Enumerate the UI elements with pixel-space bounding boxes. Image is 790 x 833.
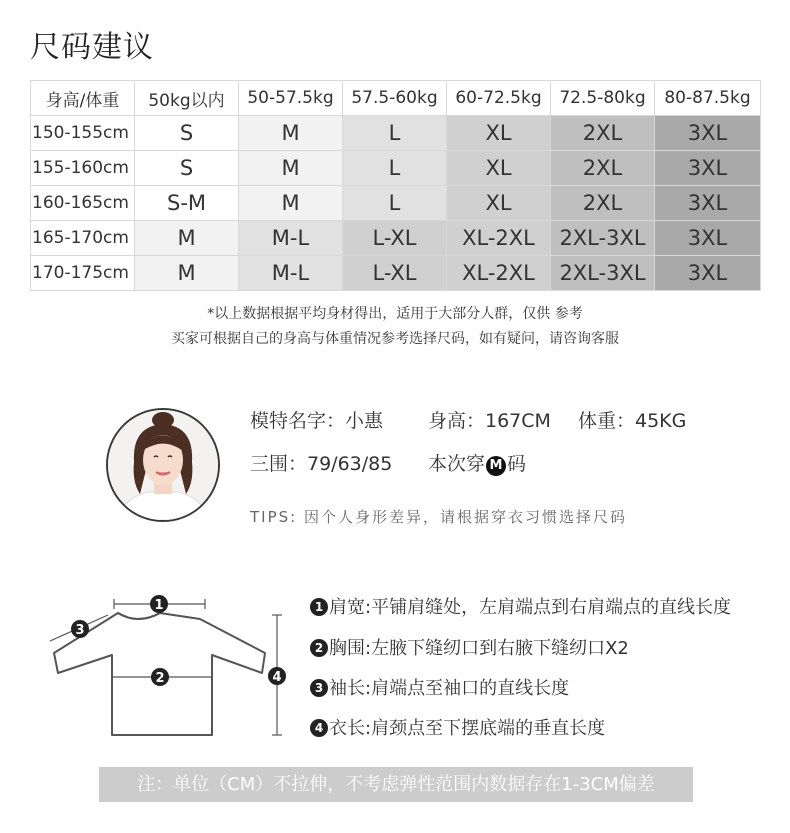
row-height-label: 170-175cm [31, 256, 135, 291]
measurement-number: 4 [310, 719, 328, 737]
size-cell: XL [447, 116, 551, 151]
size-cell: M [135, 221, 239, 256]
column-header: 80-87.5kg [655, 81, 761, 116]
size-cell: XL [447, 151, 551, 186]
table-row [31, 221, 761, 256]
wearing-prefix: 本次穿 [428, 453, 486, 475]
size-cell: S-M [135, 186, 239, 221]
measurement-text: 胸围:左腋下缝纫口到右腋下缝纫口X2 [329, 638, 629, 659]
table-header-row [31, 81, 761, 116]
wearing-suffix: 码 [507, 453, 527, 475]
measurement-item [310, 714, 605, 740]
disclaimer-line-2: 买家可根据自己的身高与体重情况参考选择尺码，如有疑问，请咨询客服 [171, 331, 619, 347]
measurement-text: 袖长:肩端点至袖口的直线长度 [329, 678, 570, 699]
column-header: 50kg以内 [135, 81, 239, 116]
size-cell: L-XL [343, 256, 447, 291]
column-header: 72.5-80kg [551, 81, 655, 116]
diagram-label-3: 3 [75, 623, 85, 638]
measurement-number: 3 [310, 679, 328, 697]
column-header: 57.5-60kg [343, 81, 447, 116]
model-name: 模特名字：小惠 [250, 410, 384, 432]
measurement-number: 1 [310, 598, 328, 616]
row-height-label: 160-165cm [31, 186, 135, 221]
size-cell: 2XL-3XL [551, 221, 655, 256]
size-cell: L [343, 116, 447, 151]
model-portrait-illustration [108, 410, 218, 520]
measurement-item [310, 634, 629, 660]
row-height-label: 165-170cm [31, 221, 135, 256]
size-cell: 3XL [655, 256, 761, 291]
measurement-item [310, 674, 569, 700]
size-cell: S [135, 151, 239, 186]
row-height-label: 150-155cm [31, 116, 135, 151]
model-measurements: 三围：79/63/85 [250, 453, 393, 475]
tips-text: TIPS: 因个人身形差异，请根据穿衣习惯选择尺码 [250, 508, 627, 526]
tshirt-diagram-icon [40, 585, 300, 745]
size-cell: M-L [239, 256, 343, 291]
row-height-label: 155-160cm [31, 151, 135, 186]
size-cell: 3XL [655, 116, 761, 151]
diagram-label-2: 2 [155, 671, 165, 686]
disclaimer-line-1: *以上数据根据平均身材得出，适用于大部分人群，仅供 参考 [207, 306, 583, 322]
size-cell: 2XL [551, 116, 655, 151]
measurement-text: 衣长:肩颈点至下摆底端的垂直长度 [329, 718, 606, 739]
size-cell: L [343, 186, 447, 221]
size-cell: M [239, 186, 343, 221]
size-cell: L-XL [343, 221, 447, 256]
measurement-number: 2 [310, 639, 328, 657]
column-header: 60-72.5kg [447, 81, 551, 116]
diagram-label-1: 1 [154, 598, 164, 613]
measurement-item [310, 593, 731, 619]
size-cell: 3XL [655, 221, 761, 256]
diagram-label-4: 4 [272, 670, 282, 685]
table-row [31, 256, 761, 291]
size-cell: L [343, 151, 447, 186]
size-cell: M [239, 151, 343, 186]
column-header: 身高/体重 [31, 81, 135, 116]
size-cell: XL [447, 186, 551, 221]
table-row [31, 186, 761, 221]
size-cell: S [135, 116, 239, 151]
model-avatar [106, 408, 220, 522]
measurement-text: 肩宽:平铺肩缝处，左肩端点到右肩端点的直线长度 [329, 597, 732, 618]
column-header: 50-57.5kg [239, 81, 343, 116]
size-cell: 3XL [655, 151, 761, 186]
size-cell: M-L [239, 221, 343, 256]
size-cell: 2XL [551, 151, 655, 186]
size-cell: M [239, 116, 343, 151]
footer-note: 注：单位（CM）不拉伸，不考虑弹性范围内数据存在1-3CM偏差 [99, 767, 693, 802]
size-cell: 2XL [551, 186, 655, 221]
size-cell: XL-2XL [447, 256, 551, 291]
model-height: 身高：167CM [428, 410, 551, 432]
page-title: 尺码建议 [30, 30, 154, 65]
size-cell: 3XL [655, 186, 761, 221]
size-cell: XL-2XL [447, 221, 551, 256]
size-chart-table [30, 80, 761, 291]
table-row [31, 151, 761, 186]
size-cell: 2XL-3XL [551, 256, 655, 291]
model-wearing-size [428, 449, 526, 476]
wearing-size-badge: M [486, 456, 506, 476]
table-row [31, 116, 761, 151]
model-weight: 体重：45KG [578, 410, 687, 432]
size-cell: M [135, 256, 239, 291]
garment-measurement-diagram [40, 585, 300, 745]
